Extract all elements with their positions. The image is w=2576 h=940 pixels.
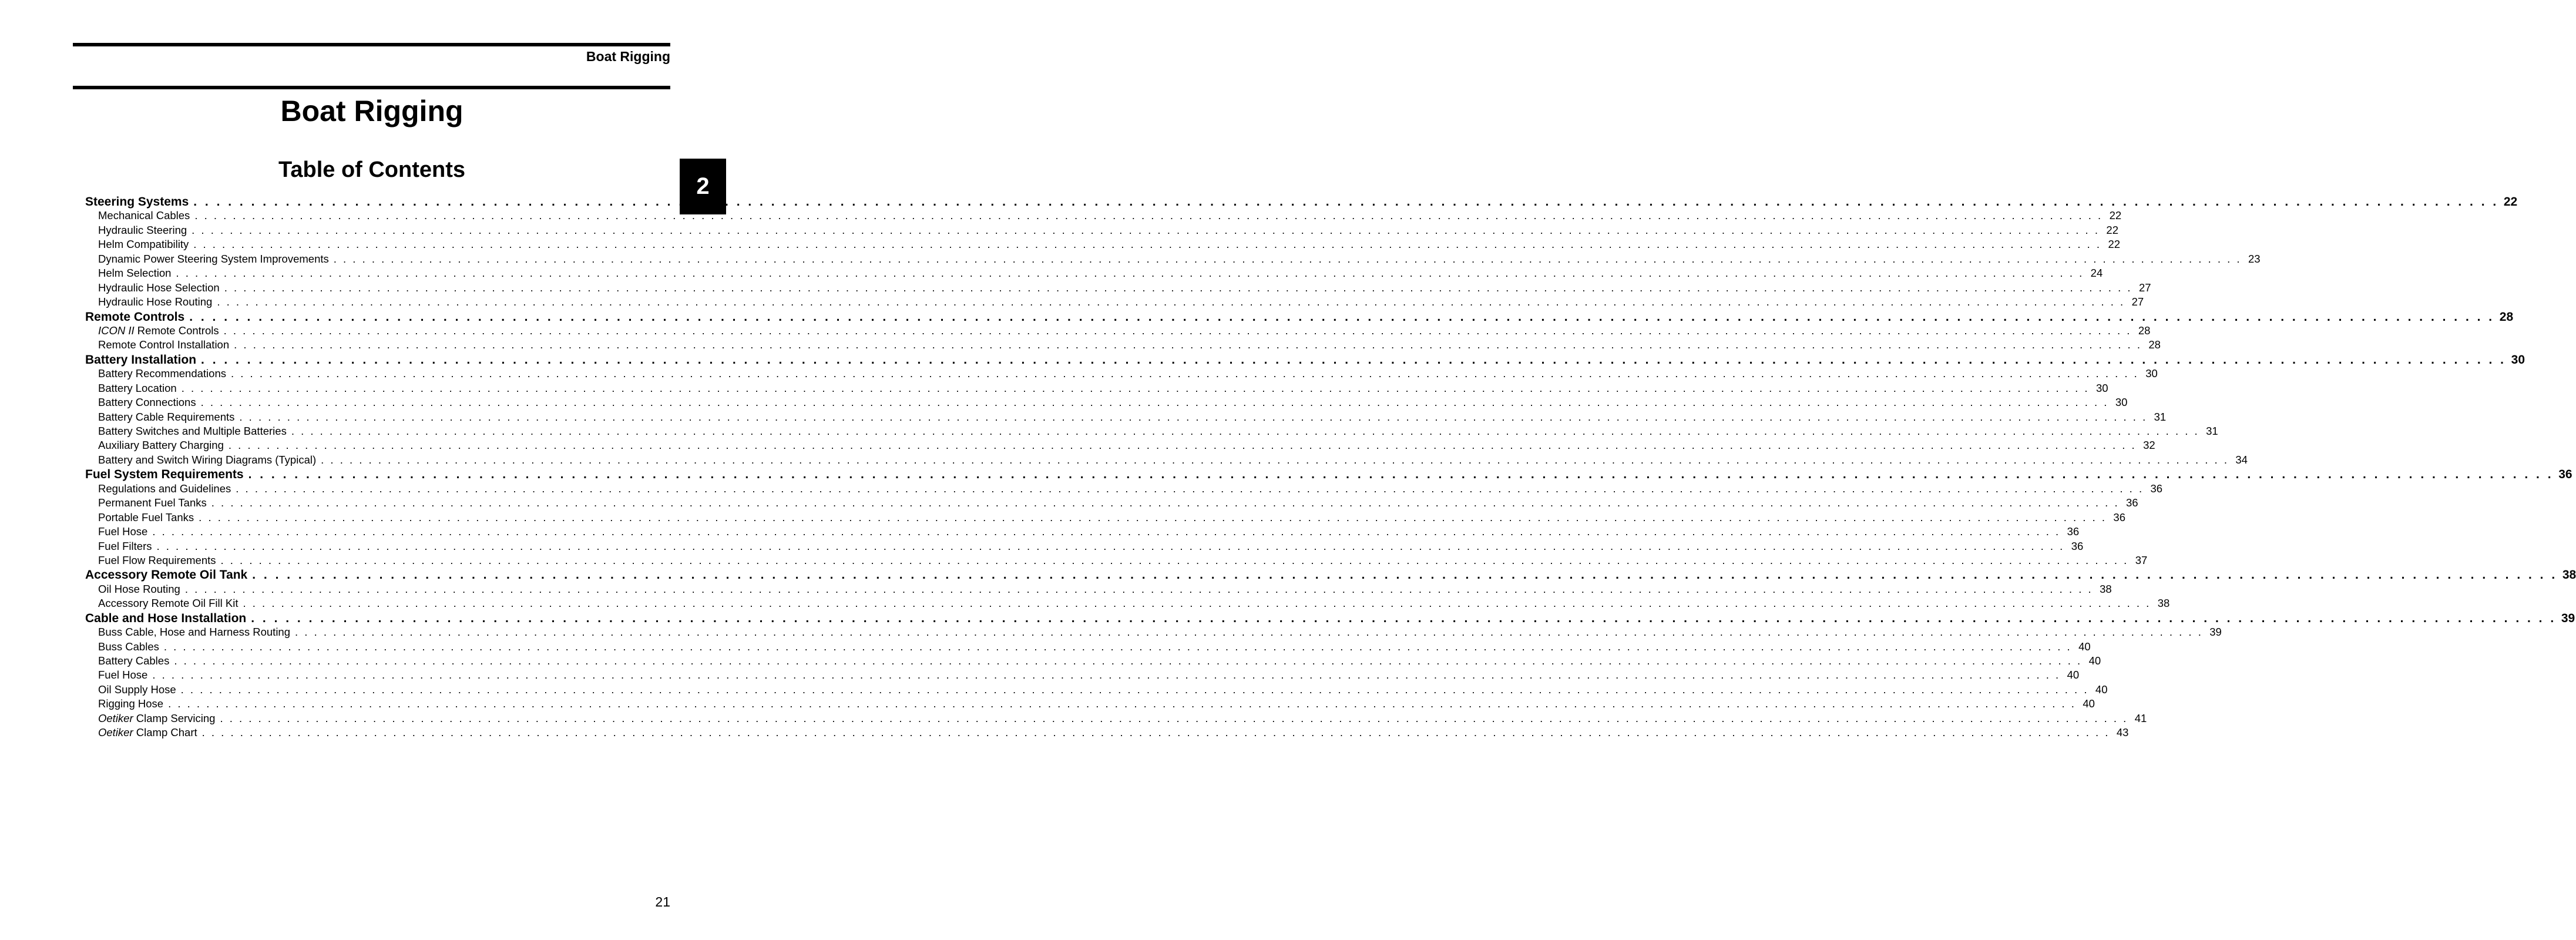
toc-subsection-entry[interactable] bbox=[85, 267, 2103, 281]
toc-section-entry[interactable] bbox=[85, 310, 2514, 324]
dot-leader: . . . . . . . . . . . . . . . . . . . . . . . . . . . . . . . . . . . . . . . . . . . . . . . . . . . . . . . . . . . . . . . . . . . . . . . . . . . . . . . . . . . . . . . . . . . . . . . . . . . . . . . . . . . . . . . . . . . . . . . . . . . . . . . . . . . . . . . . . . . . . . . . . . . . . . . . . . . . . . . . . . . . . . . . . . . . . . . . . . . . . . . . . . . . . . . . . . . . . . . . bbox=[217, 296, 2125, 308]
toc-subsection-entry[interactable] bbox=[85, 582, 2112, 597]
toc-entry-label-italic: Oetiker bbox=[98, 711, 133, 724]
dot-leader: . . . . . . . . . . . . . . . . . . . . . . . . . . . . . . . . . . . . . . . . . . . . . . . . . . . . . . . . . . . . . . . . . . . . . . . . . . . . . . . . . . . . . . . . . . . . . . . . . . . . . . . . . . . . . . . . . . . . . . . . . . . . . . . . . . . . . . . . . . . . . . . . . . . . . . . . . . . . . . . . . . . . . . . . . . . . . . . . . . . . . . . . . . . . . . . . . . . . . . . . bbox=[231, 367, 2139, 380]
toc-subsection-entry[interactable] bbox=[85, 281, 2151, 296]
toc-entry-label bbox=[98, 726, 197, 739]
toc-entry-label-text: Remote Control Installation bbox=[98, 338, 230, 351]
toc-entry-label-text: Hydraulic Hose Selection bbox=[98, 281, 220, 294]
dot-leader: . . . . . . . . . . . . . . . . . . . . . . . . . . . . . . . . . . . . . . . . . . . . . . . . . . . . . . . . . . . . . . . . . . . . . . . . . . . . . . . . . . . . . . . . . . . . . . . . . . . . . . . . . . . . . . . . . . . . . . . . . . . . . . . . . . . . . . . . . . . . . . . . . . . . . . . . . . . . . . . . . . . . . . . . . . . . . . . . . . . . . . . . . . . . . . . . . . . . . . . . bbox=[199, 511, 2107, 523]
toc-entry-label bbox=[98, 454, 316, 466]
toc-entry-label-text: Clamp Servicing bbox=[133, 711, 216, 724]
toc-section-entry[interactable] bbox=[85, 468, 2572, 482]
dot-leader: . . . . . . . . . . . . . . . . . . . . . . . . . . . . . . . . . . . . . . . . . . . . . . . . . . . . . . . . . . . . . . . . . . . . . . . . . . . . . . . . . . . . . . . . . . . . . . . . . . . . . . . . . . . . . . . . . . . . . . . . . . . . . . . . . . . . . . . . . . . . . . . . . . . . . . . . . . . . . . . . . . . . . . . . . . . . . . . . . . . . . . . . . . . . . . . . . . . . . . . . bbox=[333, 252, 2242, 265]
toc-entry-page: 36 bbox=[2558, 468, 2572, 482]
toc-entry-label-text: Battery Cables bbox=[98, 654, 170, 667]
dot-leader: . . . . . . . . . . . . . . . . . . . . . . . . . . . . . . . . . . . . . . . . . . . . . . . . . . . . . . . . . . . . . . . . . . . . . . . . . . . . . . . . . . . . . . . . . . . . . . . . . . . . . . . . . . . . . . . . . . . . . . . . . . . . . . . . . . . . . . . . . . . . . . . . . . . . . . . . . . . . . . . . . . . . . . . . . . . . . . . . . . . . . . . . . . . . . . . . . . . . . . . . bbox=[243, 597, 2151, 610]
dot-leader: . . . . . . . . . . . . . . . . . . . . . . . . . . . . . . . . . . . . . . . . . . . . . . . . . . . . . . . . . . . . . . . . . . . . . . . . . . . . . . . . . . . . . . . . . . . . . . . . . . . . . . . . . . . . . . . . . . . . . . . . . . . . . . . . . . . . . . . . . . . . . . . . . . . . . . . . . . . . . . . . . . . . . . . . . . . . . . . . . . . . . . . . . . . . . . . . . . . . . . . . bbox=[200, 396, 2109, 409]
toc-entry-label-text: Hydraulic Steering bbox=[98, 223, 187, 236]
toc-subsection-entry[interactable] bbox=[85, 626, 2222, 640]
toc-entry-page: 27 bbox=[2131, 296, 2144, 308]
header-bottom-rule bbox=[73, 86, 670, 89]
toc-entry-page: 28 bbox=[2138, 324, 2151, 337]
toc-entry-label-text: Buss Cable, Hose and Harness Routing bbox=[98, 626, 291, 639]
dot-leader: . . . . . . . . . . . . . . . . . . . . . . . . . . . . . . . . . . . . . . . . . . . . . . . . . . . . . . . . . . . . . . . . . . . . . . . . . . . . . . . . . . . . . . . . . . . . . . . . . . . . . . . . . . . . . . . . . . . . . . . . . . . . . . . . . . . . . . . . . . . . . . . . . . . . . . . . . . . . . . . . . . . . . . . . . . . . . . . . . . . . . . . . . . . . . . . . . . . . . . . . bbox=[223, 324, 2132, 337]
toc-subsection-entry[interactable] bbox=[85, 525, 2080, 539]
toc-entry-page: 30 bbox=[2145, 367, 2158, 380]
toc-entry-page: 31 bbox=[2154, 410, 2167, 423]
toc-entry-page: 40 bbox=[2095, 683, 2108, 696]
toc-entry-label bbox=[98, 224, 187, 237]
dot-leader: . . . . . . . . . . . . . . . . . . . . . . . . . . . . . . . . . . . . . . . . . . . . . . . . . . . . . . . . . . . . . . . . . . . . . . . . . . . . . . . . . . . . . . . . . . . . . . . . . . . . . . . . . . . . . . . . . . . . . . . . . . . . . . . . . . . . . . . . . . . . . . . . . . . . . . . . . . . . . . . . . . . . . . . . . . . . . . . . . . . . . . . . . . . . . . . . . . . . . . . . bbox=[295, 626, 2203, 639]
toc-entry-page: 40 bbox=[2088, 654, 2101, 667]
dot-leader: . . . . . . . . . . . . . . . . . . . . . . . . . . . . . . . . . . . . . . . . . . . . . . . . . . . . . . . . . . . . . . . . . . . . . . . . . . . . . . . . . . . . . . . . . . . . . . . . . . . . . . . . . . . . . . . . . . . . . . . . . . . . . . . . . . . . . . . . . . . . . . . . . . . . . . . . . . . . . . . . . . . . . . . . . . . . . . . . . . . . . . . . . . . . . . . . . . . . . . . . bbox=[252, 568, 2558, 582]
dot-leader: . . . . . . . . . . . . . . . . . . . . . . . . . . . . . . . . . . . . . . . . . . . . . . . . . . . . . . . . . . . . . . . . . . . . . . . . . . . . . . . . . . . . . . . . . . . . . . . . . . . . . . . . . . . . . . . . . . . . . . . . . . . . . . . . . . . . . . . . . . . . . . . . . . . . . . . . . . . . . . . . . . . . . . . . . . . . . . . . . . . . . . . . . . . . . . . . . . . . . . . . bbox=[201, 726, 2110, 739]
dot-leader: . . . . . . . . . . . . . . . . . . . . . . . . . . . . . . . . . . . . . . . . . . . . . . . . . . . . . . . . . . . . . . . . . . . . . . . . . . . . . . . . . . . . . . . . . . . . . . . . . . . . . . . . . . . . . . . . . . . . . . . . . . . . . . . . . . . . . . . . . . . . . . . . . . . . . . . . . . . . . . . . . . . . . . . . . . . . . . . . . . . . . . . . . . . . . . . . . . . . . . . . bbox=[193, 238, 2102, 251]
toc-subsection-entry[interactable] bbox=[85, 410, 2167, 425]
toc-entry-label-text: Accessory Remote Oil Fill Kit bbox=[98, 597, 239, 610]
dot-leader: . . . . . . . . . . . . . . . . . . . . . . . . . . . . . . . . . . . . . . . . . . . . . . . . . . . . . . . . . . . . . . . . . . . . . . . . . . . . . . . . . . . . . . . . . . . . . . . . . . . . . . . . . . . . . . . . . . . . . . . . . . . . . . . . . . . . . . . . . . . . . . . . . . . . . . . . . . . . . . . . . . . . . . . . . . . . . . . . . . . . . . . . . . . . . . . . . . . . . . . . bbox=[239, 410, 2148, 423]
dot-leader: . . . . . . . . . . . . . . . . . . . . . . . . . . . . . . . . . . . . . . . . . . . . . . . . . . . . . . . . . . . . . . . . . . . . . . . . . . . . . . . . . . . . . . . . . . . . . . . . . . . . . . . . . . . . . . . . . . . . . . . . . . . . . . . . . . . . . . . . . . . . . . . . . . . . . . . . . . . . . . . . . . . . . . . . . . . . . . . . . . . . . . . . . . . . . . . . . . . . . . . . bbox=[152, 525, 2061, 538]
toc-section-entry[interactable] bbox=[85, 352, 2525, 367]
toc-entry-label bbox=[98, 324, 219, 337]
dot-leader: . . . . . . . . . . . . . . . . . . . . . . . . . . . . . . . . . . . . . . . . . . . . . . . . . . . . . . . . . . . . . . . . . . . . . . . . . . . . . . . . . . . . . . . . . . . . . . . . . . . . . . . . . . . . . . . . . . . . . . . . . . . . . . . . . . . . . . . . . . . . . . . . . . . . . . . . . . . . . . . . . . . . . . . . . . . . . . . . . . . . . . . . . . . . . . . . . . . . . . . . bbox=[189, 310, 2495, 324]
toc-entry-page: 31 bbox=[2206, 425, 2218, 437]
toc-subsection-entry[interactable] bbox=[85, 553, 2148, 568]
toc-entry-label-text: Battery and Switch Wiring Diagrams (Typical) bbox=[98, 453, 317, 466]
toc-entry-label bbox=[98, 382, 177, 395]
dot-leader: . . . . . . . . . . . . . . . . . . . . . . . . . . . . . . . . . . . . . . . . . . . . . . . . . . . . . . . . . . . . . . . . . . . . . . . . . . . . . . . . . . . . . . . . . . . . . . . . . . . . . . . . . . . . . . . . . . . . . . . . . . . . . . . . . . . . . . . . . . . . . . . . . . . . . . . . . . . . . . . . . . . . . . . . . . . . . . . . . . . . . . . . . . . . . . . . . . . . . . . . bbox=[193, 195, 2499, 209]
toc-entry-label bbox=[98, 425, 287, 438]
toc-entry-label-text: Mechanical Cables bbox=[98, 209, 190, 222]
dot-leader: . . . . . . . . . . . . . . . . . . . . . . . . . . . . . . . . . . . . . . . . . . . . . . . . . . . . . . . . . . . . . . . . . . . . . . . . . . . . . . . . . . . . . . . . . . . . . . . . . . . . . . . . . . . . . . . . . . . . . . . . . . . . . . . . . . . . . . . . . . . . . . . . . . . . . . . . . . . . . . . . . . . . . . . . . . . . . . . . . . . . . . . . . . . . . . . . . . . . . . . . bbox=[321, 453, 2229, 466]
toc-entry-label bbox=[98, 253, 329, 266]
toc-entry-label-text: Remote Controls bbox=[134, 324, 219, 337]
toc-subsection-entry[interactable] bbox=[85, 439, 2155, 453]
toc-subsection-entry[interactable] bbox=[85, 669, 2080, 683]
page-number: 21 bbox=[655, 894, 670, 909]
toc-entry-label-text: Helm Selection bbox=[98, 267, 172, 280]
toc-subsection-entry[interactable] bbox=[85, 654, 2101, 669]
toc-entry-label bbox=[85, 310, 184, 324]
toc-entry-label bbox=[98, 296, 212, 308]
toc-entry-label-text: Fuel System Requirements bbox=[85, 468, 244, 482]
toc-entry-label-text: Fuel Filters bbox=[98, 539, 152, 552]
toc-subsection-entry[interactable] bbox=[85, 381, 2108, 396]
toc-entry-label bbox=[98, 597, 239, 610]
toc-entry-page: 30 bbox=[2115, 396, 2128, 409]
dot-leader: . . . . . . . . . . . . . . . . . . . . . . . . . . . . . . . . . . . . . . . . . . . . . . . . . . . . . . . . . . . . . . . . . . . . . . . . . . . . . . . . . . . . . . . . . . . . . . . . . . . . . . . . . . . . . . . . . . . . . . . . . . . . . . . . . . . . . . . . . . . . . . . . . . . . . . . . . . . . . . . . . . . . . . . . . . . . . . . . . . . . . . . . . . . . . . . . . . . . . . . . bbox=[174, 654, 2083, 667]
dot-leader: . . . . . . . . . . . . . . . . . . . . . . . . . . . . . . . . . . . . . . . . . . . . . . . . . . . . . . . . . . . . . . . . . . . . . . . . . . . . . . . . . . . . . . . . . . . . . . . . . . . . . . . . . . . . . . . . . . . . . . . . . . . . . . . . . . . . . . . . . . . . . . . . . . . . . . . . . . . . . . . . . . . . . . . . . . . . . . . . . . . . . . . . . . . . . . . . . . . . . . . . bbox=[224, 281, 2132, 294]
toc-entry-label bbox=[85, 568, 247, 582]
dot-leader: . . . . . . . . . . . . . . . . . . . . . . . . . . . . . . . . . . . . . . . . . . . . . . . . . . . . . . . . . . . . . . . . . . . . . . . . . . . . . . . . . . . . . . . . . . . . . . . . . . . . . . . . . . . . . . . . . . . . . . . . . . . . . . . . . . . . . . . . . . . . . . . . . . . . . . . . . . . . . . . . . . . . . . . . . . . . . . . . . . . . . . . . . . . . . . . . . . . . . . . . bbox=[192, 223, 2100, 236]
toc-entry-label bbox=[98, 554, 216, 567]
toc-entry-page: 23 bbox=[2248, 252, 2261, 265]
toc-entry-label bbox=[98, 367, 226, 380]
toc-subsection-entry[interactable] bbox=[85, 425, 2218, 439]
toc-entry-label-italic: ICON II bbox=[98, 324, 135, 337]
toc-entry-label-text: Fuel Hose bbox=[98, 669, 148, 682]
toc-entry-label-text: Dynamic Power Steering System Improvements bbox=[98, 252, 329, 265]
toc-entry-label bbox=[98, 525, 147, 538]
toc-entry-label-text: Battery Switches and Multiple Batteries bbox=[98, 425, 287, 437]
toc-entry-page: 30 bbox=[2511, 352, 2525, 367]
toc-subsection-entry[interactable] bbox=[85, 597, 2170, 611]
toc-entry-label bbox=[98, 626, 290, 639]
toc-entry-label bbox=[85, 612, 246, 626]
toc-entry-page: 38 bbox=[2157, 597, 2170, 610]
toc-entry-label-text: Helm Compatibility bbox=[98, 238, 189, 251]
toc-entry-page: 28 bbox=[2499, 310, 2514, 324]
dot-leader: . . . . . . . . . . . . . . . . . . . . . . . . . . . . . . . . . . . . . . . . . . . . . . . . . . . . . . . . . . . . . . . . . . . . . . . . . . . . . . . . . . . . . . . . . . . . . . . . . . . . . . . . . . . . . . . . . . . . . . . . . . . . . . . . . . . . . . . . . . . . . . . . . . . . . . . . . . . . . . . . . . . . . . . . . . . . . . . . . . . . . . . . . . . . . . . . . . . . . . . . bbox=[251, 611, 2557, 625]
toc-subsection-entry[interactable] bbox=[85, 453, 2248, 468]
chapter-tab-number: 2 bbox=[696, 173, 710, 199]
toc-entry-label-text: Cable and Hose Installation bbox=[85, 611, 247, 625]
toc-entry-label bbox=[98, 583, 180, 596]
dot-leader: . . . . . . . . . . . . . . . . . . . . . . . . . . . . . . . . . . . . . . . . . . . . . . . . . . . . . . . . . . . . . . . . . . . . . . . . . . . . . . . . . . . . . . . . . . . . . . . . . . . . . . . . . . . . . . . . . . . . . . . . . . . . . . . . . . . . . . . . . . . . . . . . . . . . . . . . . . . . . . . . . . . . . . . . . . . . . . . . . . . . . . . . . . . . . . . . . . . . . . . . bbox=[180, 683, 2089, 696]
toc-entry-page: 36 bbox=[2067, 525, 2080, 538]
toc-entry-label-text: Hydraulic Hose Routing bbox=[98, 296, 213, 308]
toc-subsection-entry[interactable] bbox=[85, 296, 2144, 310]
dot-leader: . . . . . . . . . . . . . . . . . . . . . . . . . . . . . . . . . . . . . . . . . . . . . . . . . . . . . . . . . . . . . . . . . . . . . . . . . . . . . . . . . . . . . . . . . . . . . . . . . . . . . . . . . . . . . . . . . . . . . . . . . . . . . . . . . . . . . . . . . . . . . . . . . . . . . . . . . . . . . . . . . . . . . . . . . . . . . . . . . . . . . . . . . . . . . . . . . . . . . . . . bbox=[248, 468, 2554, 482]
toc-entry-label-text: Battery Location bbox=[98, 381, 177, 394]
toc-entry-label bbox=[98, 209, 190, 222]
toc-entry-page: 37 bbox=[2135, 553, 2148, 566]
toc-entry-label bbox=[98, 238, 189, 251]
toc-entry-page: 40 bbox=[2067, 669, 2080, 682]
toc-entry-page: 28 bbox=[2148, 338, 2161, 351]
toc-section-entry[interactable] bbox=[85, 568, 2576, 582]
toc-entry-page: 30 bbox=[2095, 381, 2108, 394]
toc-subsection-entry[interactable] bbox=[85, 367, 2158, 381]
toc-entry-page: 32 bbox=[2143, 439, 2155, 452]
toc-entry-label bbox=[98, 712, 215, 725]
toc-subsection-entry[interactable] bbox=[85, 496, 2138, 511]
toc-entry-label-text: Oil Hose Routing bbox=[98, 582, 180, 595]
toc-entry-label-text: Steering Systems bbox=[85, 195, 189, 209]
toc-entry-page: 40 bbox=[2078, 640, 2091, 653]
toc-entry-label bbox=[98, 540, 152, 553]
toc-entry-label-text: Regulations and Guidelines bbox=[98, 482, 231, 495]
toc-subsection-entry[interactable] bbox=[85, 482, 2163, 496]
page-title: Boat Rigging bbox=[280, 95, 464, 127]
toc-subsection-entry[interactable] bbox=[85, 697, 2095, 711]
toc-entry-label bbox=[98, 697, 163, 710]
toc-entry-label-text: Battery Connections bbox=[98, 396, 196, 409]
toc-entry-label bbox=[85, 468, 244, 482]
toc-entry-label-italic: Oetiker bbox=[98, 726, 133, 739]
toc-subsection-entry[interactable] bbox=[85, 683, 2108, 697]
dot-leader: . . . . . . . . . . . . . . . . . . . . . . . . . . . . . . . . . . . . . . . . . . . . . . . . . . . . . . . . . . . . . . . . . . . . . . . . . . . . . . . . . . . . . . . . . . . . . . . . . . . . . . . . . . . . . . . . . . . . . . . . . . . . . . . . . . . . . . . . . . . . . . . . . . . . . . . . . . . . . . . . . . . . . . . . . . . . . . . . . . . . . . . . . . . . . . . . . . . . . . . . bbox=[152, 669, 2061, 682]
toc-entry-page: 36 bbox=[2126, 496, 2138, 509]
toc-subsection-entry[interactable] bbox=[85, 252, 2261, 267]
toc-entry-label-text: Portable Fuel Tanks bbox=[98, 511, 194, 523]
toc-entry-label-text: Fuel Flow Requirements bbox=[98, 553, 216, 566]
toc-section-entry[interactable] bbox=[85, 195, 2518, 209]
toc-entry-label bbox=[98, 669, 147, 682]
toc-entry-label bbox=[98, 267, 171, 280]
toc-section-entry[interactable] bbox=[85, 611, 2575, 626]
toc-entry-label bbox=[98, 338, 229, 351]
dot-leader: . . . . . . . . . . . . . . . . . . . . . . . . . . . . . . . . . . . . . . . . . . . . . . . . . . . . . . . . . . . . . . . . . . . . . . . . . . . . . . . . . . . . . . . . . . . . . . . . . . . . . . . . . . . . . . . . . . . . . . . . . . . . . . . . . . . . . . . . . . . . . . . . . . . . . . . . . . . . . . . . . . . . . . . . . . . . . . . . . . . . . . . . . . . . . . . . . . . . . . . . bbox=[156, 539, 2065, 552]
table-of-contents bbox=[85, 195, 2576, 741]
toc-entry-label-text: Auxiliary Battery Charging bbox=[98, 439, 224, 452]
toc-entry-label-text: Remote Controls bbox=[85, 310, 185, 324]
toc-entry-page: 27 bbox=[2138, 281, 2151, 294]
toc-entry-page: 41 bbox=[2134, 711, 2147, 724]
dot-leader: . . . . . . . . . . . . . . . . . . . . . . . . . . . . . . . . . . . . . . . . . . . . . . . . . . . . . . . . . . . . . . . . . . . . . . . . . . . . . . . . . . . . . . . . . . . . . . . . . . . . . . . . . . . . . . . . . . . . . . . . . . . . . . . . . . . . . . . . . . . . . . . . . . . . . . . . . . . . . . . . . . . . . . . . . . . . . . . . . . . . . . . . . . . . . . . . . . . . . . . . bbox=[234, 338, 2142, 351]
toc-entry-page: 36 bbox=[2150, 482, 2163, 495]
dot-leader: . . . . . . . . . . . . . . . . . . . . . . . . . . . . . . . . . . . . . . . . . . . . . . . . . . . . . . . . . . . . . . . . . . . . . . . . . . . . . . . . . . . . . . . . . . . . . . . . . . . . . . . . . . . . . . . . . . . . . . . . . . . . . . . . . . . . . . . . . . . . . . . . . . . . . . . . . . . . . . . . . . . . . . . . . . . . . . . . . . . . . . . . . . . . . . . . . . . . . . . . bbox=[163, 640, 2072, 653]
toc-entry-label-text: Buss Cables bbox=[98, 640, 159, 653]
toc-entry-page: 36 bbox=[2071, 539, 2084, 552]
toc-entry-label-text: Battery Installation bbox=[85, 352, 197, 367]
toc-subsection-entry[interactable] bbox=[85, 711, 2147, 726]
toc-entry-label bbox=[98, 496, 207, 509]
toc-subsection-entry[interactable] bbox=[85, 338, 2161, 352]
toc-entry-page: 22 bbox=[2503, 195, 2518, 209]
toc-subsection-entry[interactable] bbox=[85, 209, 2122, 223]
toc-heading: Table of Contents bbox=[278, 157, 466, 182]
dot-leader: . . . . . . . . . . . . . . . . . . . . . . . . . . . . . . . . . . . . . . . . . . . . . . . . . . . . . . . . . . . . . . . . . . . . . . . . . . . . . . . . . . . . . . . . . . . . . . . . . . . . . . . . . . . . . . . . . . . . . . . . . . . . . . . . . . . . . . . . . . . . . . . . . . . . . . . . . . . . . . . . . . . . . . . . . . . . . . . . . . . . . . . . . . . . . . . . . . . . . . . . bbox=[194, 209, 2103, 222]
toc-subsection-entry[interactable] bbox=[85, 640, 2091, 654]
toc-entry-label bbox=[98, 654, 169, 667]
running-header: Boat Rigging bbox=[586, 49, 670, 64]
toc-subsection-entry[interactable] bbox=[85, 396, 2128, 410]
toc-entry-page: 36 bbox=[2113, 511, 2125, 523]
dot-leader: . . . . . . . . . . . . . . . . . . . . . . . . . . . . . . . . . . . . . . . . . . . . . . . . . . . . . . . . . . . . . . . . . . . . . . . . . . . . . . . . . . . . . . . . . . . . . . . . . . . . . . . . . . . . . . . . . . . . . . . . . . . . . . . . . . . . . . . . . . . . . . . . . . . . . . . . . . . . . . . . . . . . . . . . . . . . . . . . . . . . . . . . . . . . . . . . . . . . . . . . bbox=[176, 267, 2084, 280]
dot-leader: . . . . . . . . . . . . . . . . . . . . . . . . . . . . . . . . . . . . . . . . . . . . . . . . . . . . . . . . . . . . . . . . . . . . . . . . . . . . . . . . . . . . . . . . . . . . . . . . . . . . . . . . . . . . . . . . . . . . . . . . . . . . . . . . . . . . . . . . . . . . . . . . . . . . . . . . . . . . . . . . . . . . . . . . . . . . . . . . . . . . . . . . . . . . . . . . . . . . . . . . bbox=[220, 553, 2129, 566]
dot-leader: . . . . . . . . . . . . . . . . . . . . . . . . . . . . . . . . . . . . . . . . . . . . . . . . . . . . . . . . . . . . . . . . . . . . . . . . . . . . . . . . . . . . . . . . . . . . . . . . . . . . . . . . . . . . . . . . . . . . . . . . . . . . . . . . . . . . . . . . . . . . . . . . . . . . . . . . . . . . . . . . . . . . . . . . . . . . . . . . . . . . . . . . . . . . . . . . . . . . . . . . bbox=[228, 439, 2137, 452]
toc-entry-page: 34 bbox=[2235, 453, 2248, 466]
toc-entry-label-text: Permanent Fuel Tanks bbox=[98, 496, 207, 509]
toc-subsection-entry[interactable] bbox=[85, 511, 2125, 525]
toc-subsection-entry[interactable] bbox=[85, 324, 2151, 338]
toc-subsection-entry[interactable] bbox=[85, 238, 2121, 252]
toc-entry-label-text: Oil Supply Hose bbox=[98, 683, 176, 696]
toc-entry-label bbox=[98, 411, 234, 424]
toc-entry-page: 22 bbox=[2106, 223, 2118, 236]
dot-leader: . . . . . . . . . . . . . . . . . . . . . . . . . . . . . . . . . . . . . . . . . . . . . . . . . . . . . . . . . . . . . . . . . . . . . . . . . . . . . . . . . . . . . . . . . . . . . . . . . . . . . . . . . . . . . . . . . . . . . . . . . . . . . . . . . . . . . . . . . . . . . . . . . . . . . . . . . . . . . . . . . . . . . . . . . . . . . . . . . . . . . . . . . . . . . . . . . . . . . . . . bbox=[236, 482, 2144, 495]
toc-entry-page: 39 bbox=[2561, 611, 2575, 625]
toc-entry-label-text: Battery Cable Requirements bbox=[98, 410, 235, 423]
dot-leader: . . . . . . . . . . . . . . . . . . . . . . . . . . . . . . . . . . . . . . . . . . . . . . . . . . . . . . . . . . . . . . . . . . . . . . . . . . . . . . . . . . . . . . . . . . . . . . . . . . . . . . . . . . . . . . . . . . . . . . . . . . . . . . . . . . . . . . . . . . . . . . . . . . . . . . . . . . . . . . . . . . . . . . . . . . . . . . . . . . . . . . . . . . . . . . . . . . . . . . . . bbox=[184, 582, 2093, 595]
toc-entry-page: 40 bbox=[2083, 697, 2095, 710]
toc-entry-label-text: Accessory Remote Oil Tank bbox=[85, 568, 248, 582]
toc-entry-label bbox=[85, 195, 189, 209]
toc-entry-page: 38 bbox=[2562, 568, 2576, 582]
toc-entry-page: 39 bbox=[2209, 626, 2222, 639]
toc-entry-label-text: Fuel Hose bbox=[98, 525, 148, 538]
toc-subsection-entry[interactable] bbox=[85, 726, 2129, 740]
dot-leader: . . . . . . . . . . . . . . . . . . . . . . . . . . . . . . . . . . . . . . . . . . . . . . . . . . . . . . . . . . . . . . . . . . . . . . . . . . . . . . . . . . . . . . . . . . . . . . . . . . . . . . . . . . . . . . . . . . . . . . . . . . . . . . . . . . . . . . . . . . . . . . . . . . . . . . . . . . . . . . . . . . . . . . . . . . . . . . . . . . . . . . . . . . . . . . . . . . . . . . . . bbox=[291, 425, 2199, 437]
header-top-rule bbox=[73, 43, 670, 46]
toc-entry-page: 22 bbox=[2108, 238, 2121, 251]
toc-entry-label bbox=[98, 482, 231, 495]
toc-entry-label bbox=[98, 396, 196, 409]
toc-entry-label bbox=[98, 281, 220, 294]
toc-entry-page: 22 bbox=[2109, 209, 2122, 222]
dot-leader: . . . . . . . . . . . . . . . . . . . . . . . . . . . . . . . . . . . . . . . . . . . . . . . . . . . . . . . . . . . . . . . . . . . . . . . . . . . . . . . . . . . . . . . . . . . . . . . . . . . . . . . . . . . . . . . . . . . . . . . . . . . . . . . . . . . . . . . . . . . . . . . . . . . . . . . . . . . . . . . . . . . . . . . . . . . . . . . . . . . . . . . . . . . . . . . . . . . . . . . . bbox=[220, 711, 2128, 724]
toc-entry-page: 43 bbox=[2116, 726, 2129, 739]
toc-entry-label bbox=[98, 640, 159, 653]
toc-subsection-entry[interactable] bbox=[85, 539, 2084, 554]
toc-entry-label-text: Clamp Chart bbox=[133, 726, 197, 739]
dot-leader: . . . . . . . . . . . . . . . . . . . . . . . . . . . . . . . . . . . . . . . . . . . . . . . . . . . . . . . . . . . . . . . . . . . . . . . . . . . . . . . . . . . . . . . . . . . . . . . . . . . . . . . . . . . . . . . . . . . . . . . . . . . . . . . . . . . . . . . . . . . . . . . . . . . . . . . . . . . . . . . . . . . . . . . . . . . . . . . . . . . . . . . . . . . . . . . . . . . . . . . . bbox=[201, 352, 2507, 367]
dot-leader: . . . . . . . . . . . . . . . . . . . . . . . . . . . . . . . . . . . . . . . . . . . . . . . . . . . . . . . . . . . . . . . . . . . . . . . . . . . . . . . . . . . . . . . . . . . . . . . . . . . . . . . . . . . . . . . . . . . . . . . . . . . . . . . . . . . . . . . . . . . . . . . . . . . . . . . . . . . . . . . . . . . . . . . . . . . . . . . . . . . . . . . . . . . . . . . . . . . . . . . . bbox=[211, 496, 2120, 509]
toc-entry-label bbox=[98, 511, 194, 524]
toc-entry-label-text: Rigging Hose bbox=[98, 697, 164, 710]
toc-entry-label bbox=[98, 439, 224, 452]
toc-entry-label-text: Battery Recommendations bbox=[98, 367, 226, 380]
toc-entry-label bbox=[98, 683, 176, 696]
toc-entry-page: 38 bbox=[2100, 582, 2112, 595]
dot-leader: . . . . . . . . . . . . . . . . . . . . . . . . . . . . . . . . . . . . . . . . . . . . . . . . . . . . . . . . . . . . . . . . . . . . . . . . . . . . . . . . . . . . . . . . . . . . . . . . . . . . . . . . . . . . . . . . . . . . . . . . . . . . . . . . . . . . . . . . . . . . . . . . . . . . . . . . . . . . . . . . . . . . . . . . . . . . . . . . . . . . . . . . . . . . . . . . . . . . . . . . bbox=[168, 697, 2076, 710]
toc-entry-label bbox=[85, 353, 196, 367]
toc-entry-page: 24 bbox=[2090, 267, 2103, 280]
toc-subsection-entry[interactable] bbox=[85, 223, 2118, 238]
dot-leader: . . . . . . . . . . . . . . . . . . . . . . . . . . . . . . . . . . . . . . . . . . . . . . . . . . . . . . . . . . . . . . . . . . . . . . . . . . . . . . . . . . . . . . . . . . . . . . . . . . . . . . . . . . . . . . . . . . . . . . . . . . . . . . . . . . . . . . . . . . . . . . . . . . . . . . . . . . . . . . . . . . . . . . . . . . . . . . . . . . . . . . . . . . . . . . . . . . . . . . . . bbox=[181, 381, 2090, 394]
